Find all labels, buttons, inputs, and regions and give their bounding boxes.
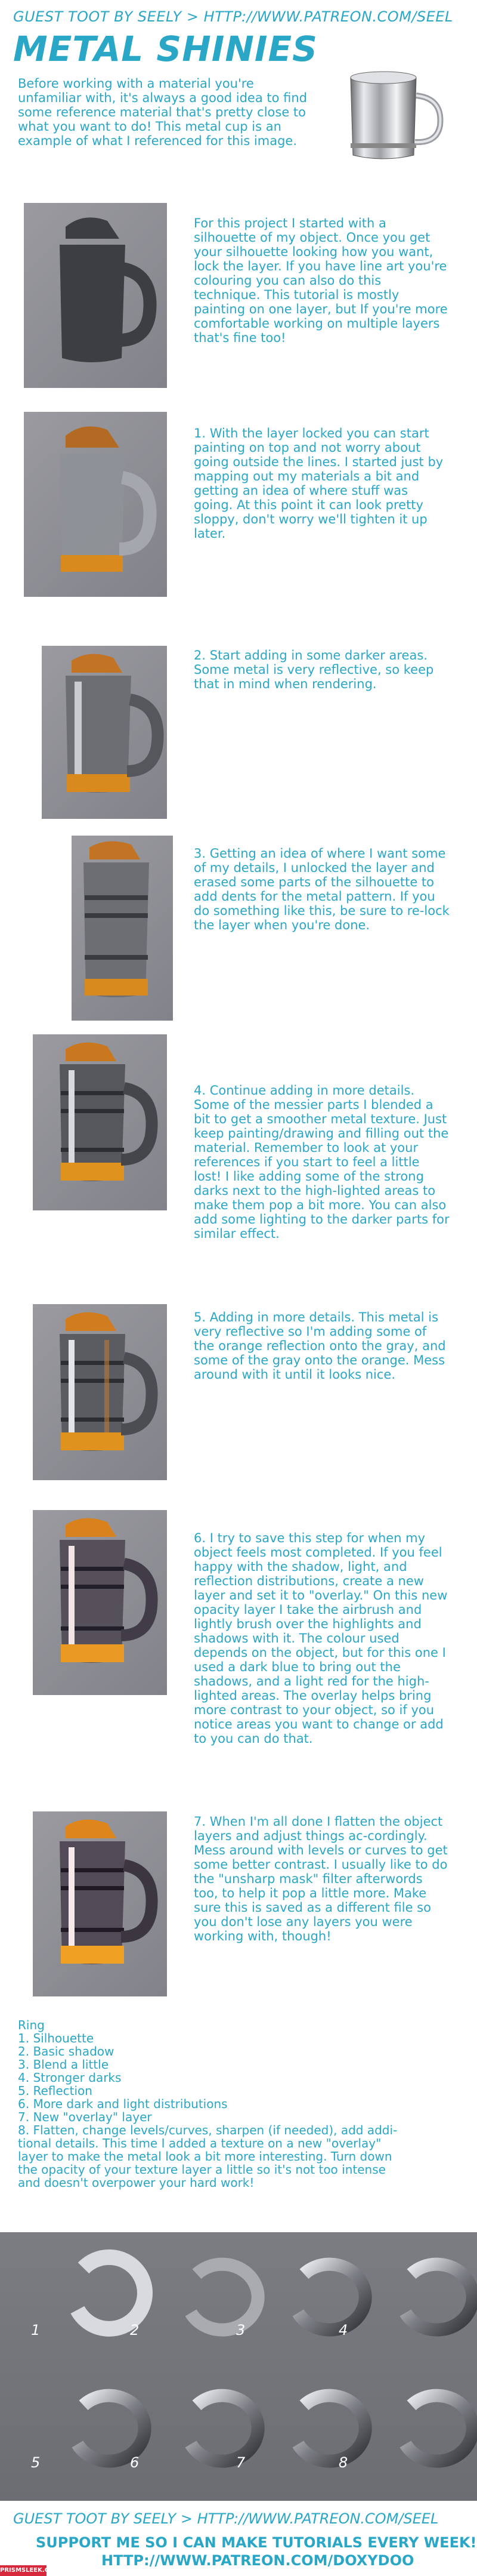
ring-heading: Ring bbox=[18, 2018, 45, 2032]
step-5-text: 5. Adding in more details. This metal is very reflective so I'm adding some of the orange reflection onto the gray, and some of the gray onto the orange. Mess around with it until it looks nice. bbox=[194, 1310, 446, 1382]
ring-label-7: 7 bbox=[236, 2454, 246, 2471]
step-3-text: 3. Getting an idea of where I want some of my details, I unlocked the layer and erased some parts of the silhouette to add dents for the metal pattern. If you do something like this, be sure to re-lock the layer when you're done. bbox=[194, 846, 450, 932]
ring-step: 5. Reflection bbox=[18, 2084, 92, 2098]
ring-step: 3. Blend a little bbox=[18, 2057, 109, 2072]
ring-4 bbox=[405, 2264, 473, 2330]
ring-step: 7. New "overlay" layer bbox=[18, 2110, 152, 2124]
step-3-image bbox=[72, 836, 173, 1021]
step-1-text: 1. With the layer locked you can start painting on top and not worry about going outside the lines. I started just by mapping out my materials a bit and getting an idea of where stuff was going. At this point it can look pretty sloppy, don't worry we'll tighten it up later. bbox=[194, 426, 444, 541]
reference-cup-image bbox=[327, 54, 452, 179]
ring-step: 6. More dark and light distributions bbox=[18, 2097, 228, 2111]
header-credit: GUEST TOOT BY SEELY > HTTP://WWW.PATREON.COM/SEEL bbox=[13, 8, 453, 25]
ring-progression-panel bbox=[0, 2232, 477, 2501]
ring-step: 8. Flatten, change levels/curves, sharpen (if needed), add addi- bbox=[18, 2123, 398, 2137]
ring-label-3: 3 bbox=[236, 2322, 246, 2338]
step-0-silhouette-image bbox=[24, 203, 167, 388]
ring-label-4: 4 bbox=[339, 2322, 348, 2338]
step-5-image bbox=[33, 1304, 167, 1480]
step-6-text: 6. I try to save this step for when my object feels most completed. If you feel happy with the shadow, light, and reflection distributions, create a new layer and set it to "overlay." On this new opacity layer I take the airbrush and lightly brush over the highlights and shadows with it. The colour used depends on the object, but for this one I used a dark blue to bring out the shadows, and a light red for the high-lighted areas. The overlay helps bring more contrast to your object, so if you notice areas you want to change or add to you can do that. bbox=[194, 1531, 448, 1746]
page-title: METAL SHINIES bbox=[13, 29, 318, 69]
ring-label-8: 8 bbox=[339, 2454, 348, 2471]
ring-step: 4. Stronger darks bbox=[18, 2070, 122, 2085]
step-0-text: For this project I started with a silhouette of my object. Once you get your silhouette looking how you want, lock the layer. If you have line art you're colouring you can also do this technique. This tutorial is mostly painting on one layer, but If you're more comfortable working on multiple layers that's fine too! bbox=[194, 216, 448, 345]
step-7-text: 7. When I'm all done I flatten the object layers and adjust things ac-cordingly. Mess around with levels or curves to get some better contrast. I usually like to do the "unsharp mask" filter afterwords too, to help it pop a little more. Make sure this is saved as a different file so you don't lose any layers you were working with, though! bbox=[194, 1814, 448, 1943]
step-2-text: 2. Start adding in some darker areas. Some metal is very reflective, so keep that in mind when rendering. bbox=[194, 648, 434, 691]
ring-1 bbox=[78, 2257, 145, 2329]
ring-step: the opacity of your texture layer a little so it's not too intense bbox=[18, 2162, 386, 2177]
ring-step: 2. Basic shadow bbox=[18, 2044, 114, 2059]
step-6-image bbox=[33, 1510, 167, 1695]
ring-6 bbox=[191, 2396, 258, 2461]
step-4-text: 4. Continue adding in more details. Some of the messier parts I blended a bit to get a smoother metal texture. Just keep painting/drawing and filling out the material. Remember to look at your references if you start to feel a little lost! I like adding some of the strong darks next to the high-lighted areas to make them pop a bit more. You can also add some lighting to the darker parts for similar effect. bbox=[194, 1083, 450, 1241]
ring-step: 1. Silhouette bbox=[18, 2031, 94, 2045]
ring-label-5: 5 bbox=[31, 2454, 41, 2471]
ring-2 bbox=[191, 2264, 258, 2330]
footer-credit: GUEST TOOT BY SEELY > HTTP://WWW.PATREON.COM/SEEL bbox=[13, 2510, 439, 2527]
ring-steps bbox=[18, 2019, 459, 2189]
ring-5 bbox=[78, 2396, 145, 2461]
footer-support: SUPPORT ME SO I CAN MAKE TUTORIALS EVERY WEEK! bbox=[36, 2534, 477, 2551]
step-7-image bbox=[33, 1811, 167, 1996]
step-4-image bbox=[33, 1034, 167, 1210]
ring-label-2: 2 bbox=[130, 2322, 140, 2338]
ring-label-1: 1 bbox=[31, 2322, 41, 2338]
footer-link[interactable]: HTTP://WWW.PATREON.COM/DOXYDOO bbox=[101, 2552, 414, 2569]
prism-logo: PRISMSLEEK.COM bbox=[0, 2565, 47, 2576]
ring-3 bbox=[298, 2264, 366, 2330]
step-2-image bbox=[42, 646, 167, 819]
ring-label-6: 6 bbox=[130, 2454, 140, 2471]
intro-text: Before working with a material you're unfamiliar with, it's always a good idea to find some reference material that's pretty close to what you want to do! This metal cup is an example of what I referenced for this image. bbox=[18, 76, 307, 148]
step-1-image bbox=[24, 412, 167, 597]
ring-step: and doesn't overpower your hard work! bbox=[18, 2176, 255, 2190]
ring-8 bbox=[405, 2396, 473, 2461]
ring-step: layer to make the metal look a bit more interesting. Turn down bbox=[18, 2149, 392, 2164]
ring-7 bbox=[298, 2396, 366, 2461]
ring-step: tional details. This time I added a texture on a new "overlay" bbox=[18, 2136, 382, 2150]
